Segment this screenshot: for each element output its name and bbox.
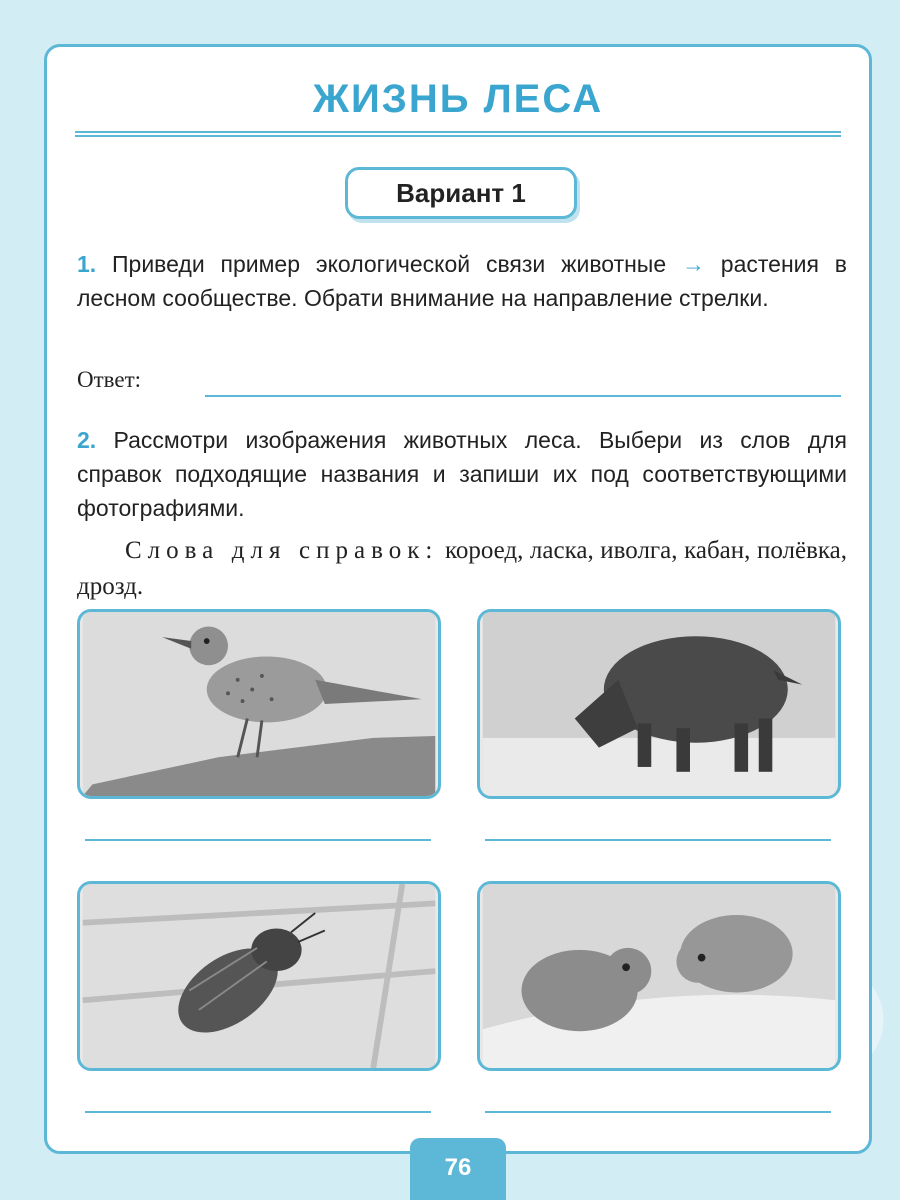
reference-words-list: короед, ласка, иволга, кабан, полёвка, дрозд. xyxy=(77,537,848,600)
page-number: 76 xyxy=(410,1138,506,1200)
task-1-text-before: Приведи пример экологической связи животные xyxy=(112,251,667,277)
task-2-number: 2. xyxy=(77,427,97,453)
boar-image xyxy=(480,612,838,796)
vole-photo xyxy=(477,881,841,1071)
vole-image xyxy=(480,884,838,1068)
beetle-image xyxy=(80,884,438,1068)
answer-input-line[interactable] xyxy=(205,395,841,397)
worksheet-page xyxy=(44,44,872,1154)
task-1-number: 1. xyxy=(77,251,97,277)
thrush-photo xyxy=(77,609,441,799)
task-1-text-after: растения в лесном сообществе. Обрати внимание на направление стрелки. xyxy=(77,251,847,311)
answer-line-4[interactable] xyxy=(485,1111,831,1113)
reference-words-label: Слова для справок: xyxy=(125,537,439,564)
thrush-image xyxy=(80,612,438,796)
title-divider xyxy=(75,131,841,137)
answer-label: Ответ: xyxy=(77,367,142,392)
arrow-icon: → xyxy=(681,251,705,277)
page-title: ЖИЗНЬ ЛЕСА xyxy=(312,77,604,121)
answer-line-2[interactable] xyxy=(485,839,831,841)
variant-badge: Вариант 1 xyxy=(345,167,577,219)
beetle-photo xyxy=(77,881,441,1071)
task-2-text: Рассмотри изображения животных леса. Выбери из слов для справок подходящие названия и запиши их под соответствующими фотографиями. xyxy=(77,427,847,521)
boar-photo xyxy=(477,609,841,799)
answer-line-1[interactable] xyxy=(85,839,431,841)
answer-line-3[interactable] xyxy=(85,1111,431,1113)
task-2 xyxy=(77,423,847,525)
reference-words xyxy=(77,533,847,605)
task-1 xyxy=(77,247,847,315)
